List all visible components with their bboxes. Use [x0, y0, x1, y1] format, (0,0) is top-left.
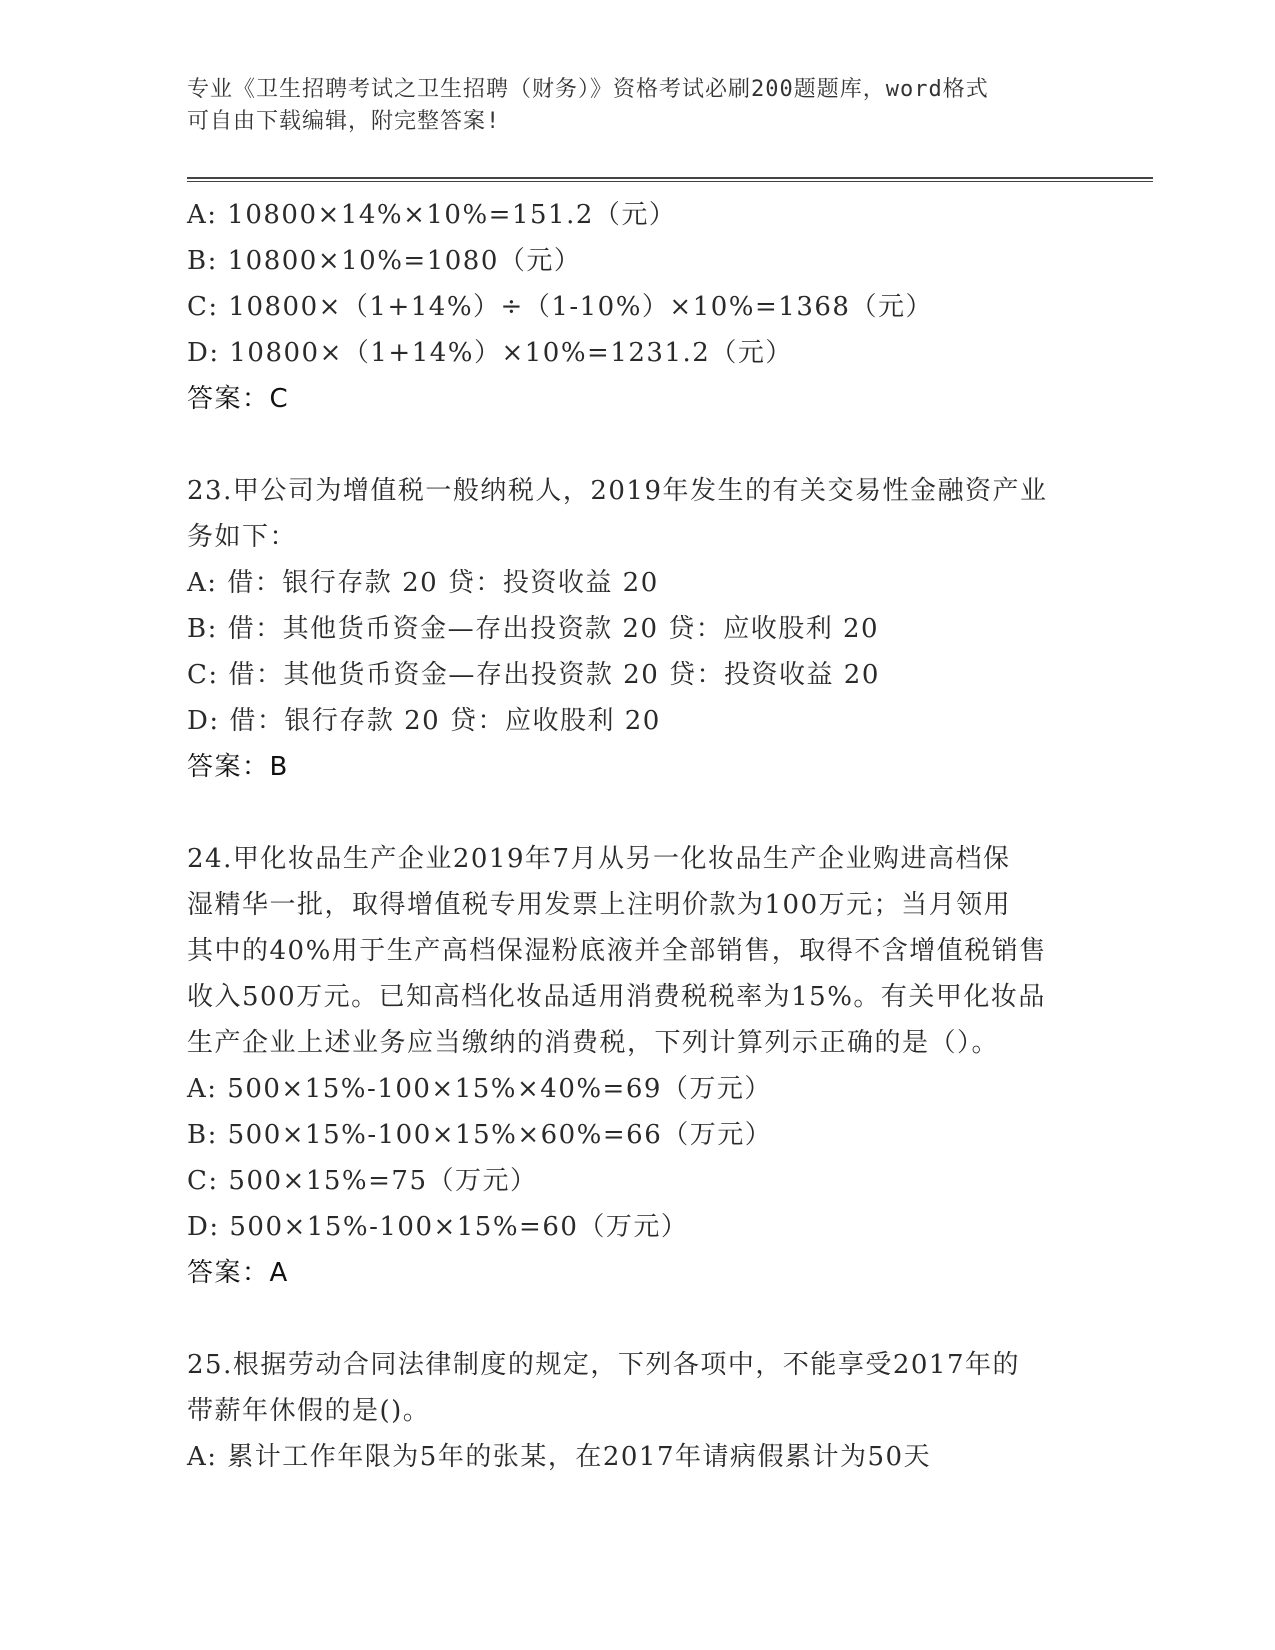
question-22 [187, 192, 1087, 422]
answer-line: 答案：B [187, 752, 289, 782]
option-b: B: 500×15%-100×15%×60%=66（万元） [187, 1120, 773, 1150]
option-c: C: 借：其他货币资金—存出投资款 20 贷：投资收益 20 [187, 660, 880, 690]
question-25 [187, 1342, 1087, 1480]
question-text-line: 25.根据劳动合同法律制度的规定，下列各项中，不能享受2017年的 [187, 1350, 1021, 1380]
answer-line: 答案：C [187, 384, 290, 414]
question-text-line: 湿精华一批，取得增值税专用发票上注明价款为100万元；当月领用 [187, 890, 1012, 920]
header-line-1: 专业《卫生招聘考试之卫生招聘（财务）》资格考试必刷200题题库，word格式 [187, 77, 989, 102]
question-text-line: 生产企业上述业务应当缴纳的消费税，下列计算列示正确的是（）。 [187, 1028, 1000, 1058]
question-text-line: 务如下： [187, 522, 298, 552]
header-divider [187, 177, 1153, 182]
option-d: D: 借：银行存款 20 贷：应收股利 20 [187, 706, 661, 736]
option-c: C: 10800×（1+14%）÷（1-10%）×10%=1368（元） [187, 292, 933, 322]
spacer [187, 422, 1087, 468]
spacer [187, 1296, 1087, 1342]
question-content [187, 192, 1087, 1480]
option-a: A: 累计工作年限为5年的张某，在2017年请病假累计为50天 [187, 1442, 932, 1472]
question-text-line: 24.甲化妆品生产企业2019年7月从另一化妆品生产企业购进高档保 [187, 844, 1011, 874]
option-c: C: 500×15%=75（万元） [187, 1166, 538, 1196]
option-b: B: 10800×10%=1080（元） [187, 246, 582, 276]
question-text-line: 23.甲公司为增值税一般纳税人，2019年发生的有关交易性金融资产业 [187, 476, 1048, 506]
question-text-line: 其中的40%用于生产高档保湿粉底液并全部销售，取得不含增值税销售 [187, 936, 1047, 966]
question-23 [187, 468, 1087, 790]
spacer [187, 790, 1087, 836]
option-a: A: 500×15%-100×15%×40%=69（万元） [187, 1074, 772, 1104]
question-text-line: 收入500万元。已知高档化妆品适用消费税税率为15%。有关甲化妆品 [187, 982, 1046, 1012]
answer-line: 答案：A [187, 1258, 289, 1288]
option-a: A: 借：银行存款 20 贷：投资收益 20 [187, 568, 659, 598]
option-a: A: 10800×14%×10%=151.2（元） [187, 200, 677, 230]
option-d: D: 500×15%-100×15%=60（万元） [187, 1212, 689, 1242]
option-d: D: 10800×（1+14%）×10%=1231.2（元） [187, 338, 793, 368]
option-b: B: 借：其他货币资金—存出投资款 20 贷：应收股利 20 [187, 614, 880, 644]
header-line-2: 可自由下载编辑，附完整答案! [187, 109, 501, 134]
page-header [187, 74, 1087, 138]
question-24 [187, 836, 1087, 1296]
question-text-line: 带薪年休假的是()。 [187, 1396, 431, 1426]
